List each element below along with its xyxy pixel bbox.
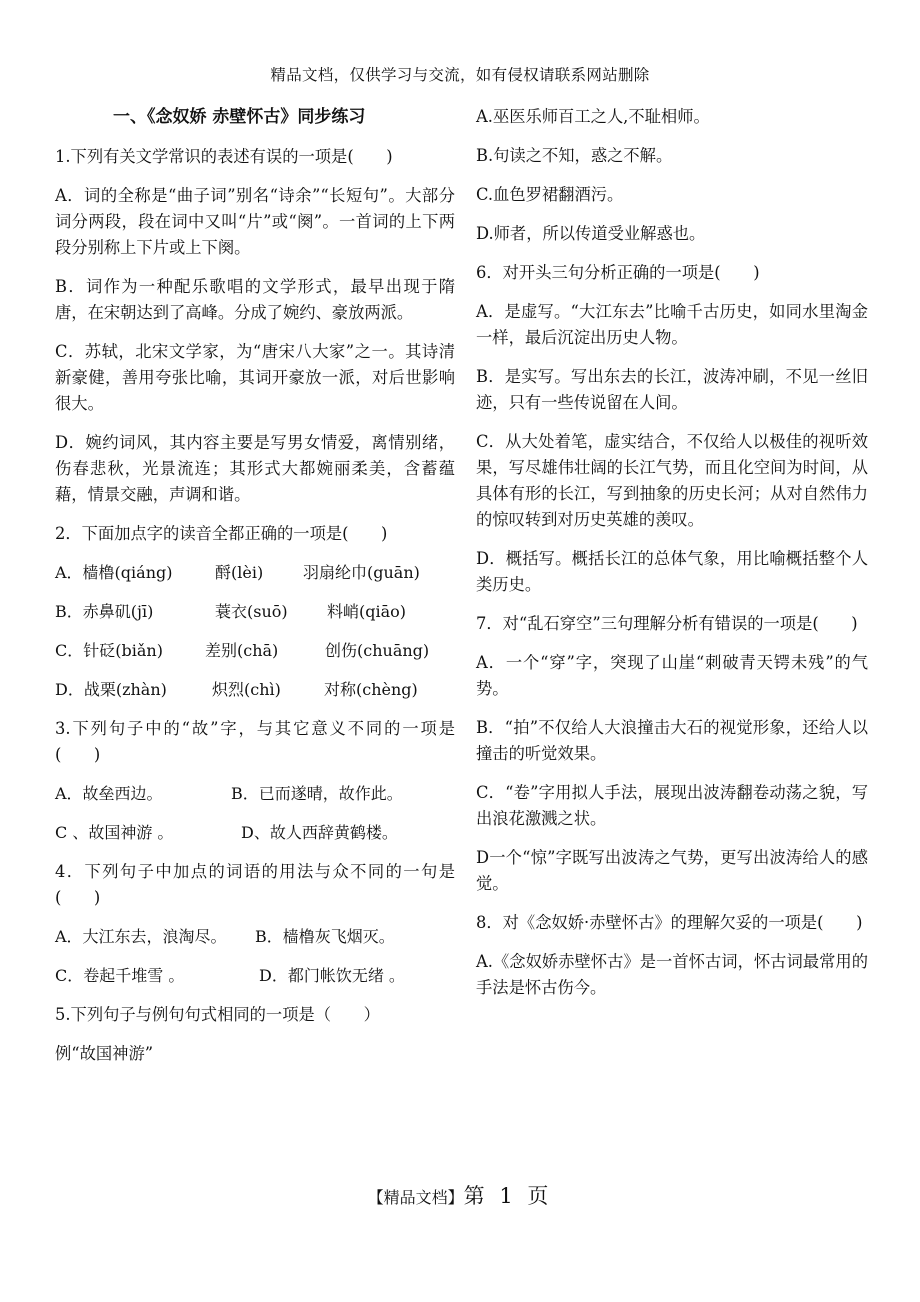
page-header: 精品文档，仅供学习与交流，如有侵权请联系网站删除 <box>270 66 650 84</box>
worksheet-title: 一、《念奴娇 赤壁怀古》同步练习 <box>113 107 366 127</box>
q1-option-d: D．婉约词风，其内容主要是写男女情爱，离情别绪，伤春悲秋，光景流连；其形式大都婉丽柔美，含蓄蕴藉，情景交融，声调和谐。 <box>55 433 455 504</box>
q4-options-cd <box>55 963 455 989</box>
q7-option-d: D一个“惊”字既写出波涛之气势，更写出波涛给人的感觉。 <box>476 848 868 893</box>
q3-options-ab <box>55 781 455 807</box>
q2-d-word3: 对称(chèng) <box>324 680 418 699</box>
q2-option-d <box>55 677 455 703</box>
q7-option-b: B．“拍”不仅给人大浪撞击大石的视觉形象，还给人以撞击的听觉效果。 <box>476 718 868 763</box>
page-number: 第 1 页 <box>463 1184 553 1208</box>
q6-option-d: D．概括写。概括长江的总体气象，用比喻概括整个人类历史。 <box>476 549 868 594</box>
q6-option-c: C．从大处着笔，虚实结合，不仅给人以极佳的视听效果，写尽雄伟壮阔的长江气势，而且化空间为时间，从具体有形的长江，写到抽象的历史长河；从对自然伟力的惊叹转到对历史英雄的羡叹。 <box>476 432 868 529</box>
q4-options-ab <box>55 924 455 950</box>
q2-option-b <box>55 599 455 625</box>
q8-stem: 8．对《念奴娇·赤壁怀古》的理解欠妥的一项是( ) <box>476 913 863 932</box>
q2-b-word1: B．赤鼻矶(jī) <box>55 602 154 621</box>
q2-c-word2: 差别(chā) <box>205 641 279 660</box>
q5-example: 例“故国神游” <box>55 1044 154 1063</box>
q8-option-a: A.《念奴娇赤壁怀古》是一首怀古词，怀古词最常用的手法是怀古伤今。 <box>476 952 868 997</box>
q3-stem: 3.下列句子中的“故”字，与其它意义不同的一项是( ) <box>55 719 455 764</box>
q5-option-b: B.句读之不知，惑之不解。 <box>476 146 673 165</box>
q7-stem: 7．对“乱石穿空”三句理解分析有错误的一项是( ) <box>476 614 858 633</box>
q2-option-a <box>55 560 455 586</box>
q2-a-word1: A．樯橹(qiáng) <box>55 563 173 582</box>
q2-option-c <box>55 638 455 664</box>
q2-c-word3: 创伤(chuāng) <box>325 641 430 660</box>
q2-b-word2: 蓑衣(suō) <box>215 602 288 621</box>
q2-stem: 2．下面加点字的读音全都正确的一项是( ) <box>55 524 388 543</box>
q7-option-c: C．“卷”字用拟人手法，展现出波涛翻卷动荡之貌，写出浪花激溅之状。 <box>476 783 868 828</box>
q2-b-word3: 料峭(qiāo) <box>327 602 407 621</box>
q5-option-d: D.师者，所以传道受业解惑也。 <box>476 224 706 243</box>
q2-d-word2: 炽烈(chì) <box>212 680 281 699</box>
q5-stem: 5.下列句子与例句句式相同的一项是（ ） <box>55 1005 380 1024</box>
q5-option-a: A.巫医乐师百工之人,不耻相师。 <box>476 107 710 126</box>
q7-option-a: A．一个“穿”字，突现了山崖“刺破青天锷未残”的气势。 <box>476 653 868 698</box>
q1-option-a: A．词的全称是“曲子词”别名“诗余”“长短句”。大部分词分两段，段在词中又叫“片”或“阕”。一首词的上下两段分别称上下片或上下阕。 <box>55 186 455 257</box>
q6-option-b: B．是实写。写出东去的长江，波涛冲刷，不见一丝旧迹，只有一些传说留在人间。 <box>476 367 868 412</box>
page-footer <box>0 1180 920 1210</box>
q1-option-b: B．词作为一种配乐歌唱的文学形式，最早出现于隋唐，在宋朝达到了高峰。分成了婉约、豪放两派。 <box>55 277 455 322</box>
q4-option-c: C．卷起千堆雪 。 <box>55 966 185 985</box>
q3-option-b: B．已而遂晴，故作此。 <box>231 784 403 803</box>
q5-option-c: C.血色罗裙翻酒污。 <box>476 185 624 204</box>
q2-a-word2: 酹(lèi) <box>215 563 264 582</box>
q4-stem: 4．下列句子中加点的词语的用法与众不同的一句是( ) <box>55 862 455 907</box>
right-column <box>476 104 868 1014</box>
q2-a-word3: 羽扇纶巾(guān) <box>303 563 420 582</box>
q4-option-b: B．樯橹灰飞烟灭。 <box>255 927 395 946</box>
q2-d-word1: D．战栗(zhàn) <box>55 680 167 699</box>
footer-label: 【精品文档】 <box>367 1188 464 1207</box>
q1-option-c: C．苏轼，北宋文学家，为“唐宋八大家”之一。其诗清新豪健，善用夸张比喻，其词开豪放一派，对后世影响很大。 <box>55 342 455 413</box>
q6-stem: 6．对开头三句分析正确的一项是( ) <box>476 263 760 282</box>
q4-option-d: D．都门帐饮无绪 。 <box>259 966 405 985</box>
q6-option-a: A．是虚写。“大江东去”比喻千古历史，如同水里淘金一样，最后沉淀出历史人物。 <box>476 302 868 347</box>
q1-stem: 1.下列有关文学常识的表述有误的一项是( ) <box>55 147 393 166</box>
q3-option-c: C 、故国神游 。 <box>55 823 174 842</box>
q2-c-word1: C．针砭(biǎn) <box>55 641 163 660</box>
left-column <box>55 104 455 1080</box>
q3-options-cd <box>55 820 455 846</box>
q4-option-a: A．大江东去，浪淘尽。 <box>55 927 227 946</box>
q3-option-d: D、故人西辞黄鹤楼。 <box>241 823 398 842</box>
q3-option-a: A．故垒西边。 <box>55 784 163 803</box>
